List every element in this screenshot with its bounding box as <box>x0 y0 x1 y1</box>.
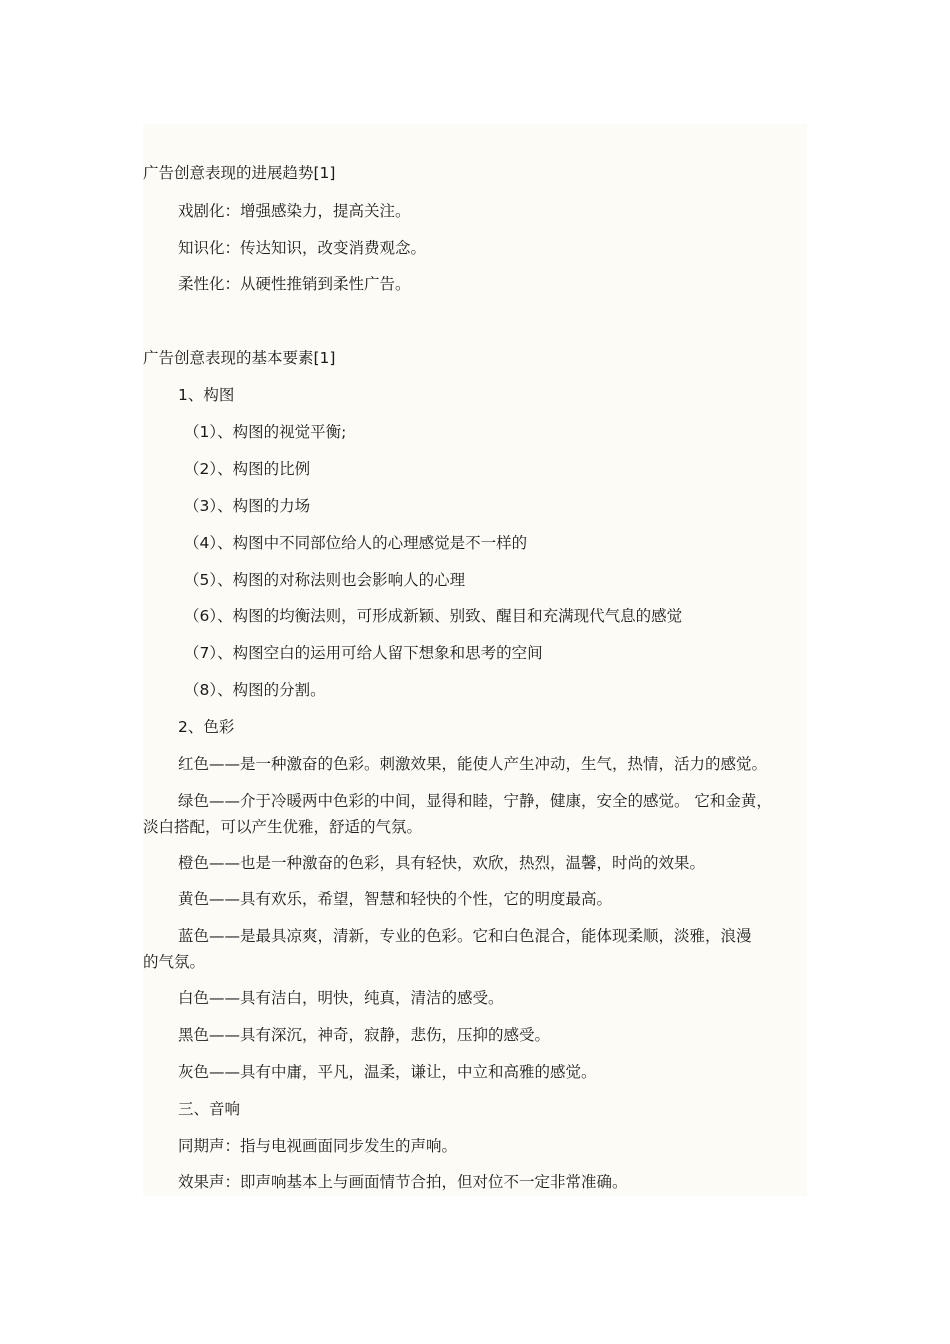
section-title-trends: 广告创意表现的进展趋势[1] <box>143 164 336 182</box>
color-gray-text: 灰色——具有中庸，平凡，温柔，谦让，中立和高雅的感觉。 <box>178 1063 597 1081</box>
color-orange-text: 橙色——也是一种激奋的色彩，具有轻快，欢欣，热烈，温馨，时尚的效果。 <box>178 854 706 872</box>
color-green-text-line1: 绿色——介于冷暖两中色彩的中间，显得和睦，宁静，健康，安全的感觉。 它和金黄， <box>178 792 772 810</box>
trend-item-knowledge: 知识化：传达知识，改变消费观念。 <box>178 239 427 257</box>
color-yellow-text: 黄色——具有欢乐，希望，智慧和轻快的个性，它的明度最高。 <box>178 890 613 908</box>
composition-item: （2）、构图的比例 <box>184 460 311 478</box>
sound-item-sync: 同期声：指与电视画面同步发生的声响。 <box>178 1137 458 1155</box>
subheading-composition: 1、构图 <box>178 386 235 404</box>
color-blue-text-line1: 蓝色——是最具凉爽，清新，专业的色彩。它和白色混合，能体现柔顺，淡雅，浪漫 <box>178 927 752 945</box>
trend-item-softness: 柔性化：从硬性推销到柔性广告。 <box>178 275 411 293</box>
color-blue-text-line2: 的气氛。 <box>143 953 206 971</box>
color-red-text: 红色——是一种激奋的色彩。刺激效果，能使人产生冲动，生气，热情，活力的感觉。 <box>178 755 768 773</box>
color-white-text: 白色——具有洁白，明快，纯真，清洁的感受。 <box>178 989 504 1007</box>
trend-item-drama: 戏剧化：增强感染力，提高关注。 <box>178 202 411 220</box>
composition-item: （6）、构图的均衡法则，可形成新颖、别致、醒目和充满现代气息的感觉 <box>184 607 683 625</box>
section-title-elements: 广告创意表现的基本要素[1] <box>143 349 336 367</box>
color-black-text: 黑色——具有深沉，神奇，寂静，悲伤，压抑的感受。 <box>178 1026 551 1044</box>
composition-item: （8）、构图的分割。 <box>184 681 326 699</box>
subheading-sound: 三、音响 <box>178 1100 241 1118</box>
sound-item-effect: 效果声：即声响基本上与画面情节合拍，但对位不一定非常准确。 <box>178 1173 628 1191</box>
composition-item: （5）、构图的对称法则也会影响人的心理 <box>184 571 466 589</box>
composition-item: （7）、构图空白的运用可给人留下想象和思考的空间 <box>184 644 543 662</box>
composition-item: （3）、构图的力场 <box>184 497 311 515</box>
subheading-color: 2、色彩 <box>178 718 235 736</box>
composition-item: （4）、构图中不同部位给人的心理感觉是不一样的 <box>184 534 528 552</box>
color-green-text-line2: 淡白搭配，可以产生优雅，舒适的气氛。 <box>143 818 423 836</box>
composition-item: （1）、构图的视觉平衡; <box>184 423 347 441</box>
